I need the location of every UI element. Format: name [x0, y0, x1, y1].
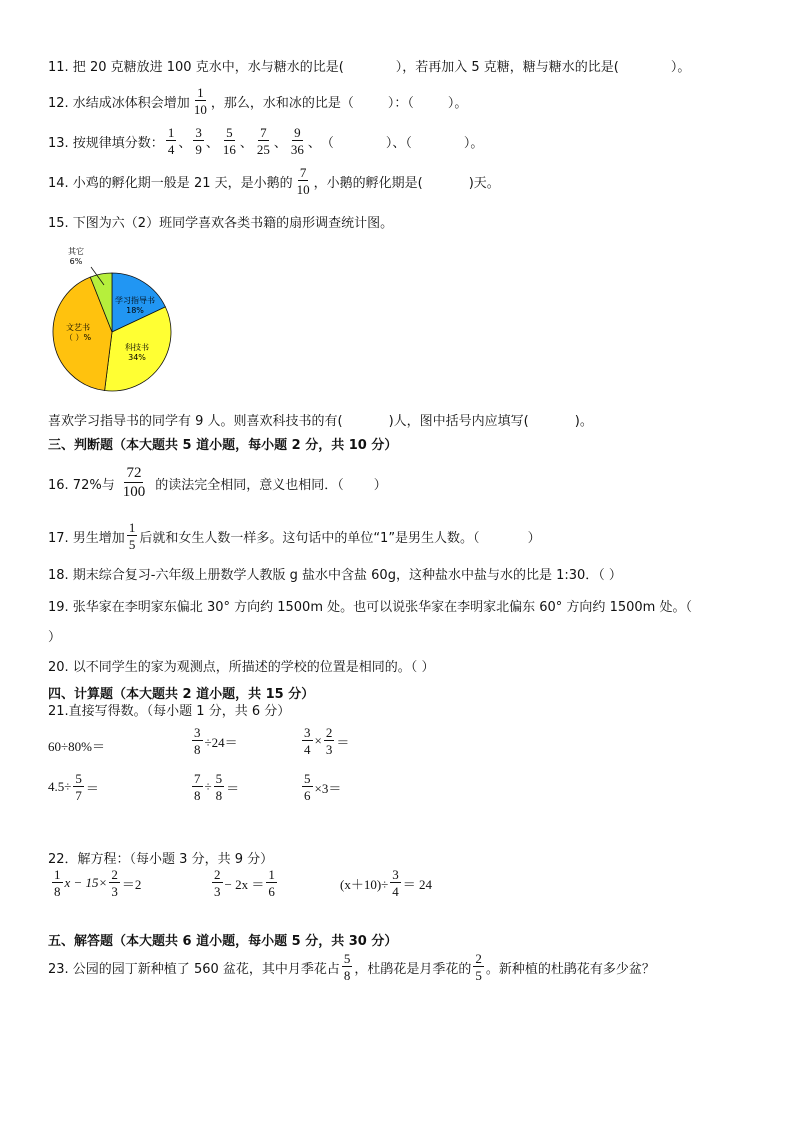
equation-1: $\frac{1}{8}$ x − 15× $\frac{2}{3}$ ＝2	[54, 867, 142, 899]
pie-value-study: 18%	[126, 306, 144, 315]
q11-text-c: ）。	[670, 60, 691, 75]
q12-text-d: ）。	[447, 95, 468, 111]
question-17: 17. 男生增加 $\frac{1}{5}$ 后就和女生人数一样多。这句话中的单位“1”是男生人数。（ ）	[48, 520, 541, 552]
equation-3: (x＋10)÷ $\frac{3}{4}$ ＝ 24	[340, 867, 433, 899]
q23-fraction-1: $\frac{5}{8}$	[343, 951, 351, 983]
q13-fraction-1: $\frac{1}{4}$	[167, 125, 175, 157]
calc-4: 4.5÷ $\frac{5}{7}$ ＝	[48, 771, 99, 803]
question-19-line-1: 19. 张华家在李明家东偏北 30° 方向约 1500m 处。也可以说张华家在李明家北偏东 60° 方向约 1500m 处。（	[48, 600, 692, 615]
q17-fraction: $\frac{1}{5}$	[128, 520, 136, 552]
question-21: 21.直接写得数。（每小题 1 分，共 6 分）	[48, 704, 291, 719]
question-14	[48, 166, 500, 196]
q13-fraction-3: $\frac{5}{16}$	[222, 125, 236, 157]
calc-1: 60÷80%＝	[48, 739, 105, 754]
pie-label-tech: 科技书	[125, 343, 149, 352]
q13-fraction-4: $\frac{7}{25}$	[256, 125, 270, 157]
calc-2: $\frac{3}{8}$ ÷24＝	[194, 725, 238, 757]
question-20: 20. 以不同学生的家为观测点，所描述的学校的位置是相同的。（ ）	[48, 660, 435, 675]
calc-6: $\frac{5}{6}$ ×3＝	[304, 771, 342, 803]
pie-label-study: 学习指导书	[115, 296, 155, 305]
question-12	[48, 86, 467, 116]
question-19-line-2: ）	[48, 630, 62, 645]
question-11	[48, 56, 690, 75]
pie-value-literature: （ ）%	[64, 333, 92, 342]
pie-label-other: 其它	[68, 247, 84, 256]
question-22: 22．解方程：（每小题 3 分，共 9 分）	[48, 852, 274, 867]
calc-5: $\frac{7}{8}$ ÷ $\frac{5}{8}$ ＝	[194, 771, 240, 803]
q12-text-c: ）：（	[387, 95, 414, 111]
question-18: 18. 期末综合复习-六年级上册数学人教版 g 盐水中含盐 60g，这种盐水中盐与水的比是 1:30．（ ）	[48, 568, 622, 583]
question-13: 13. 按规律填分数： $\frac{1}{4}$ 、 $\frac{3}{9}$ 、 $\frac{5}{16}$ 、 $\frac{7}{25}$ 、 $\frac{9}{36}$ 、 （ ）、（ ）。	[48, 125, 484, 157]
q13-fraction-2: $\frac{3}{9}$	[195, 125, 202, 157]
q13-text-a: 13. 按规律填分数：	[48, 135, 164, 151]
section-5-heading: 五、解答题（本大题共 6 道小题，每小题 5 分，共 30 分）	[48, 934, 398, 949]
q13-text-c: ）、（	[385, 135, 412, 151]
q16-fraction: $\frac{72}{100}$	[122, 465, 146, 500]
q14-text-a: 14. 小鸡的孵化期一般是 21 天，是小鹅的	[48, 175, 293, 191]
pie-chart	[40, 236, 190, 396]
q14-fraction: $\frac{7}{10}$	[296, 165, 310, 197]
q12-fraction: $\frac{1}{10}$	[193, 85, 207, 117]
q13-text-b: （	[320, 135, 334, 151]
pie-label-literature: 文艺书	[66, 323, 90, 332]
question-15-followup: 喜欢学习指导书的同学有 9 人。则喜欢科技书的有( )人，图中括号内应填写( )。	[48, 414, 593, 429]
q23-fraction-2: $\frac{2}{5}$	[475, 951, 482, 983]
pie-value-tech: 34%	[128, 353, 146, 362]
q11-text-b: ），若再加入 5 克糖，糖与糖水的比是(	[395, 60, 619, 75]
q14-text-b: ，小鹅的孵化期是(	[313, 175, 423, 191]
question-15-text: 15. 下图为六（2）班同学喜欢各类书籍的扇形调查统计图。	[48, 216, 394, 231]
calc-3: $\frac{3}{4}$ × $\frac{2}{3}$ ＝	[304, 725, 350, 757]
equation-2: $\frac{2}{3}$ − 2x ＝ $\frac{1}{6}$	[214, 867, 275, 899]
q12-text-a: 12. 水结成冰体积会增加	[48, 95, 190, 111]
q11-text-a: 11. 把 20 克糖放进 100 克水中，水与糖水的比是(	[48, 60, 344, 75]
pie-value-other: 6%	[69, 257, 83, 266]
q13-text-d: ）。	[463, 135, 484, 151]
q14-text-c: )天。	[468, 175, 500, 191]
q13-fraction-5: $\frac{9}{36}$	[290, 125, 304, 157]
question-23: 23. 公园的园丁新种植了 560 盆花，其中月季花占 $\frac{5}{8}$ ，杜鹃花是月季花的 $\frac{2}{5}$ 。新种植的杜鹃花有多少盆？	[48, 951, 655, 983]
question-16: 16. 72%与 $\frac{72}{100}$ 的读法完全相同，意义也相同．（ ）	[48, 465, 387, 500]
section-4-heading: 四、计算题（本大题共 2 道小题，共 15 分）	[48, 687, 315, 702]
section-3-heading: 三、判断题（本大题共 5 道小题，每小题 2 分，共 10 分）	[48, 438, 398, 453]
q12-text-b: ，那么，水和冰的比是（	[210, 95, 354, 111]
